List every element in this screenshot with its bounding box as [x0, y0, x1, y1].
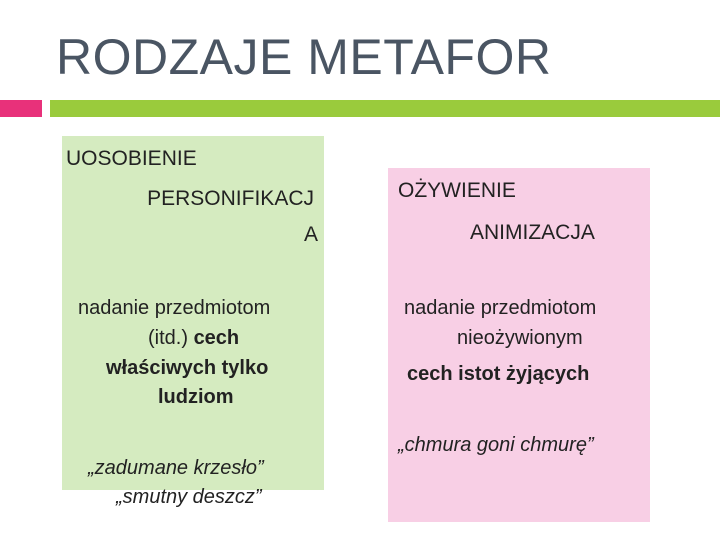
personification-subheading-line2: A — [303, 223, 318, 246]
personification-heading: UOSOBIENIE — [66, 147, 197, 170]
personification-desc-line4: ludziom — [158, 386, 234, 408]
personification-subheading-line1: PERSONIFIKACJ — [147, 187, 314, 210]
personification-example-2: „smutny deszcz” — [116, 486, 262, 508]
accent-bar-pink — [0, 100, 42, 117]
personification-desc-line2 — [148, 326, 239, 351]
personification-example-1: „zadumane krzesło” — [88, 457, 264, 479]
slide-title: RODZAJE METAFOR — [56, 29, 552, 85]
animization-desc-line2: nieożywionym — [457, 327, 583, 349]
personification-desc-line2-plain: (itd.) — [148, 327, 194, 349]
animization-desc-line3: cech istot żyjących — [407, 363, 590, 385]
animization-subheading: ANIMIZACJA — [470, 221, 595, 244]
accent-bar-green — [50, 100, 720, 117]
animization-heading: OŻYWIENIE — [398, 179, 516, 202]
animization-desc-line1: nadanie przedmiotom — [404, 297, 597, 319]
animization-example-1: „chmura goni chmurę” — [398, 434, 594, 456]
personification-desc-line3: właściwych tylko — [106, 357, 269, 379]
personification-desc-line2-bold: cech — [193, 327, 240, 349]
personification-desc-line1: nadanie przedmiotom — [78, 297, 271, 319]
